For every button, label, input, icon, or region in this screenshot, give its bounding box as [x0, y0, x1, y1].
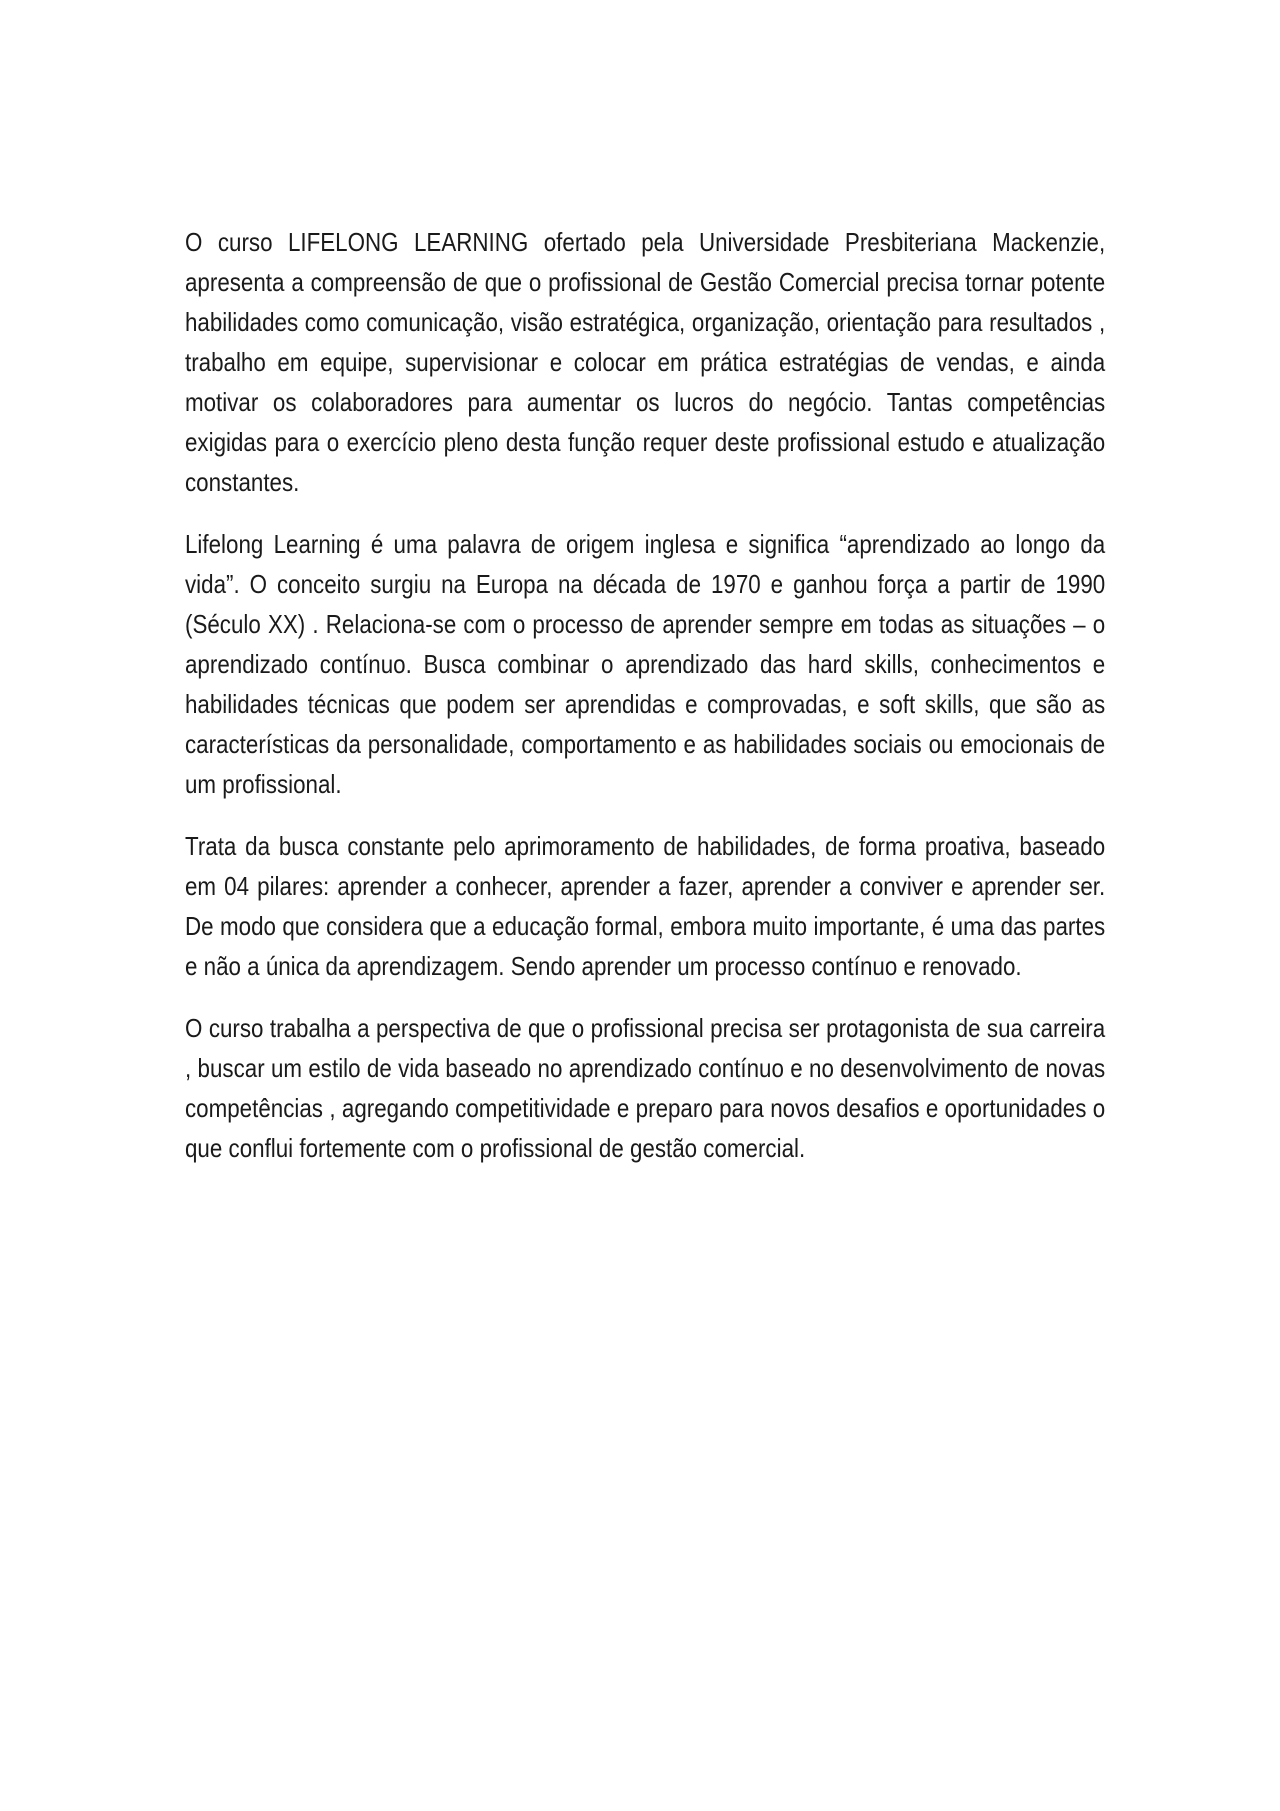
- paragraph-intro: O curso LIFELONG LEARNING ofertado pela Universidade Presbiteriana Mackenzie, apresenta a compreensão de que o profissional de Gestão Comercial precisa tornar potente habilidades como comunicação, visão estratégica, organização, orientação para resultados , trabalho em equipe, supervisionar e colocar em prática estratégias de vendas, e ainda motivar os colaboradores para aumentar os lucros do negócio. Tantas competências exigidas para o exercício pleno desta função requer deste profissional estudo e atualização constantes.: [185, 227, 1106, 497]
- document-body: [185, 222, 1106, 1190]
- paragraph-definition: Lifelong Learning é uma palavra de origem inglesa e significa “aprendizado ao longo da vida”. O conceito surgiu na Europa na década de 1970 e ganhou força a partir de 1990 (Século XX) . Relaciona-se com o processo de aprender sempre em todas as situações – o aprendizado contínuo. Busca combinar o aprendizado das hard skills, conhecimentos e habilidades técnicas que podem ser aprendidas e comprovadas, e soft skills, que são as características da personalidade, comportamento e as habilidades sociais ou emocionais de um profissional.: [185, 529, 1106, 799]
- paragraph-conclusion: O curso trabalha a perspectiva de que o profissional precisa ser protagonista de sua carreira , buscar um estilo de vida baseado no aprendizado contínuo e no desenvolvimento de novas competências , agregando competitividade e preparo para novos desafios e oportunidades o que conflui fortemente com o profissional de gestão comercial.: [185, 1013, 1106, 1163]
- paragraph-pillars: Trata da busca constante pelo aprimoramento de habilidades, de forma proativa, baseado em 04 pilares: aprender a conhecer, aprender a fazer, aprender a conviver e aprender ser. De modo que considera que a educação formal, embora muito importante, é uma das partes e não a única da aprendizagem. Sendo aprender um processo contínuo e renovado.: [185, 831, 1106, 981]
